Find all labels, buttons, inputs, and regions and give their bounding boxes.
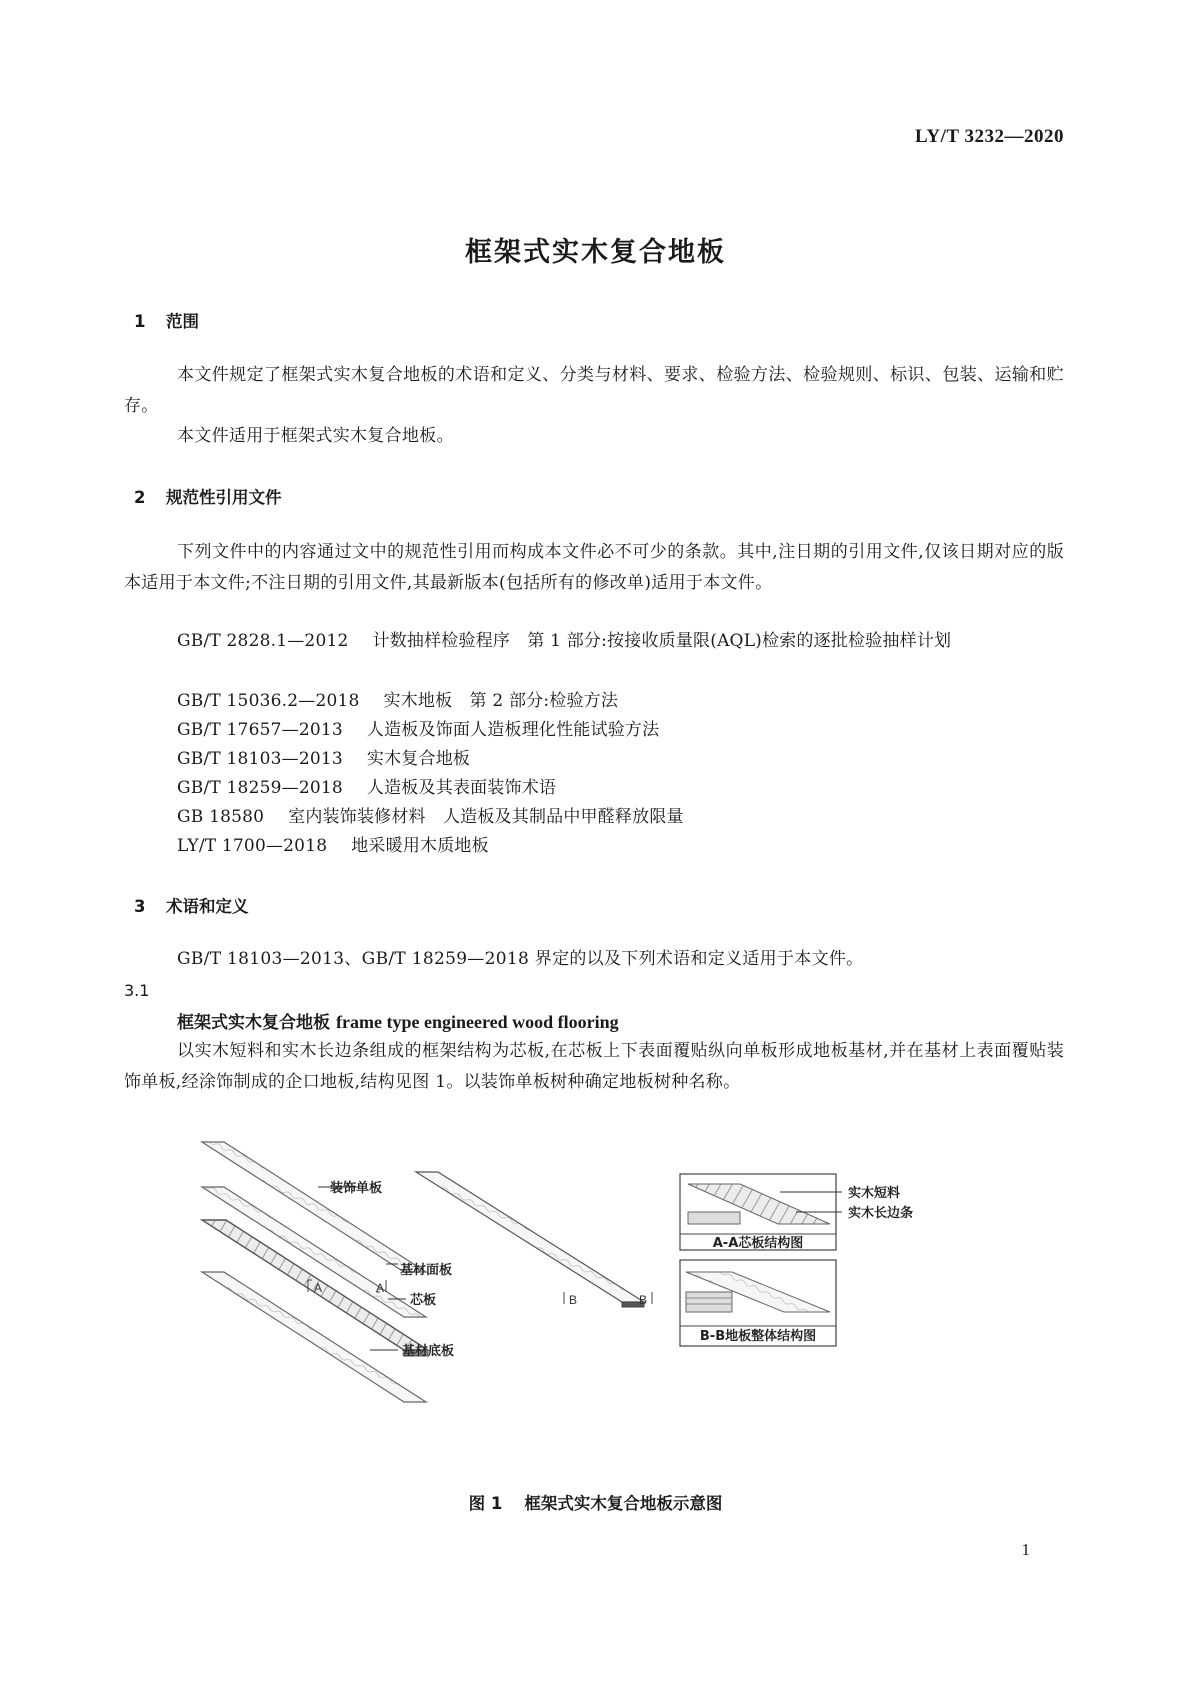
ref-title: 室内装饰装修材料 人造板及其制品中甲醛释放限量 — [288, 807, 684, 827]
section-number: 1 — [134, 312, 146, 331]
ref-item — [177, 802, 1064, 833]
figure-number: 图 1 — [468, 1494, 503, 1513]
ref-item — [124, 626, 1064, 657]
ref-title: 人造板及其表面装饰术语 — [366, 778, 557, 798]
section-title: 范围 — [166, 312, 199, 331]
label-section-bb: B-B地板整体结构图 — [699, 1329, 817, 1344]
term-definition: 以实木短料和实木长边条组成的框架结构为芯板,在芯板上下表面覆贴纵向单板形成地板基材,并在基材上表面覆贴装饰单板,经涂饰制成的企口地板,结构见图 1。以装饰单板树种确定地板树种名称。 — [124, 1041, 1064, 1092]
document-title: 框架式实木复合地板 — [465, 237, 726, 268]
ref-item — [177, 715, 1064, 746]
figure-title: 框架式实木复合地板示意图 — [524, 1494, 723, 1513]
label-base-face: 基材面板 — [400, 1263, 453, 1278]
section-mark-a-left: A — [314, 1281, 323, 1295]
page-number: 1 — [1021, 1540, 1030, 1559]
assembled-floor-board — [416, 1172, 644, 1307]
section-2-heading — [134, 484, 282, 508]
ref-code: GB/T 2828.1—2012 — [177, 631, 349, 651]
ref-item — [177, 773, 1064, 804]
ref-title: 实木地板 第 2 部分:检验方法 — [383, 691, 619, 711]
ref-code: GB/T 18259—2018 — [177, 778, 343, 798]
ref-code: GB/T 17657—2013 — [177, 720, 343, 740]
ref-code: GB/T 18103—2013 — [177, 749, 343, 769]
term-english: frame type engineered wood flooring — [336, 1012, 619, 1032]
ref-code: GB/T 15036.2—2018 — [177, 691, 360, 711]
section-number: 3 — [134, 897, 146, 916]
section-title: 规范性引用文件 — [166, 488, 282, 507]
section-3-heading — [134, 893, 249, 917]
scope-paragraph-2: 本文件适用于框架式实木复合地板。 — [177, 426, 454, 446]
section-mark-b-left: B — [569, 1293, 578, 1307]
ref-title: 地采暖用木质地板 — [351, 836, 489, 856]
label-base-back: 基材底板 — [402, 1344, 455, 1359]
ref-item — [177, 686, 1064, 717]
section-number: 2 — [134, 488, 146, 507]
ref-title: 计数抽样检验程序 第 1 部分:按接收质量限(AQL)检索的逐批检验抽样计划 — [372, 631, 952, 651]
label-long-strip: 实木长边条 — [848, 1206, 914, 1221]
label-short-wood: 实木短料 — [848, 1186, 901, 1201]
term-heading — [177, 1008, 619, 1033]
normative-refs-intro: 下列文件中的内容通过文中的规范性引用而构成本文件必不可少的条款。其中,注日期的引用文件,仅该日期对应的版本适用于本文件;不注日期的引用文件,其最新版本(包括所有的修改单)适用于本文件。 — [124, 542, 1064, 593]
ref-code: GB 18580 — [177, 807, 265, 827]
label-section-aa: A-A芯板结构图 — [712, 1236, 804, 1251]
ref-item — [177, 831, 1064, 862]
label-decor-veneer: 装饰单板 — [330, 1181, 383, 1196]
scope-paragraph-1: 本文件规定了框架式实木复合地板的术语和定义、分类与材料、要求、检验方法、检验规则、标识、包装、运输和贮存。 — [124, 365, 1064, 416]
term-chinese: 框架式实木复合地板 — [177, 1013, 330, 1033]
standard-code: LY/T 3232—2020 — [914, 126, 1064, 147]
ref-title: 人造板及饰面人造板理化性能试验方法 — [366, 720, 660, 740]
section-mark-b-right: B — [639, 1293, 648, 1307]
clause-number: 3.1 — [124, 981, 150, 1000]
section-bb-view — [680, 1260, 836, 1346]
figure-1-diagram — [180, 1120, 940, 1465]
ref-title: 实木复合地板 — [366, 749, 471, 769]
terms-intro: GB/T 18103—2013、GB/T 18259—2018 界定的以及下列术语和定义适用于本文件。 — [177, 949, 864, 969]
ref-code: LY/T 1700—2018 — [177, 836, 328, 856]
ref-item — [177, 744, 1064, 775]
section-mark-a-right: A — [376, 1281, 385, 1295]
label-core: 芯板 — [410, 1293, 437, 1308]
section-1-heading — [134, 308, 199, 332]
section-title: 术语和定义 — [166, 897, 249, 916]
figure-caption — [0, 1490, 1191, 1514]
